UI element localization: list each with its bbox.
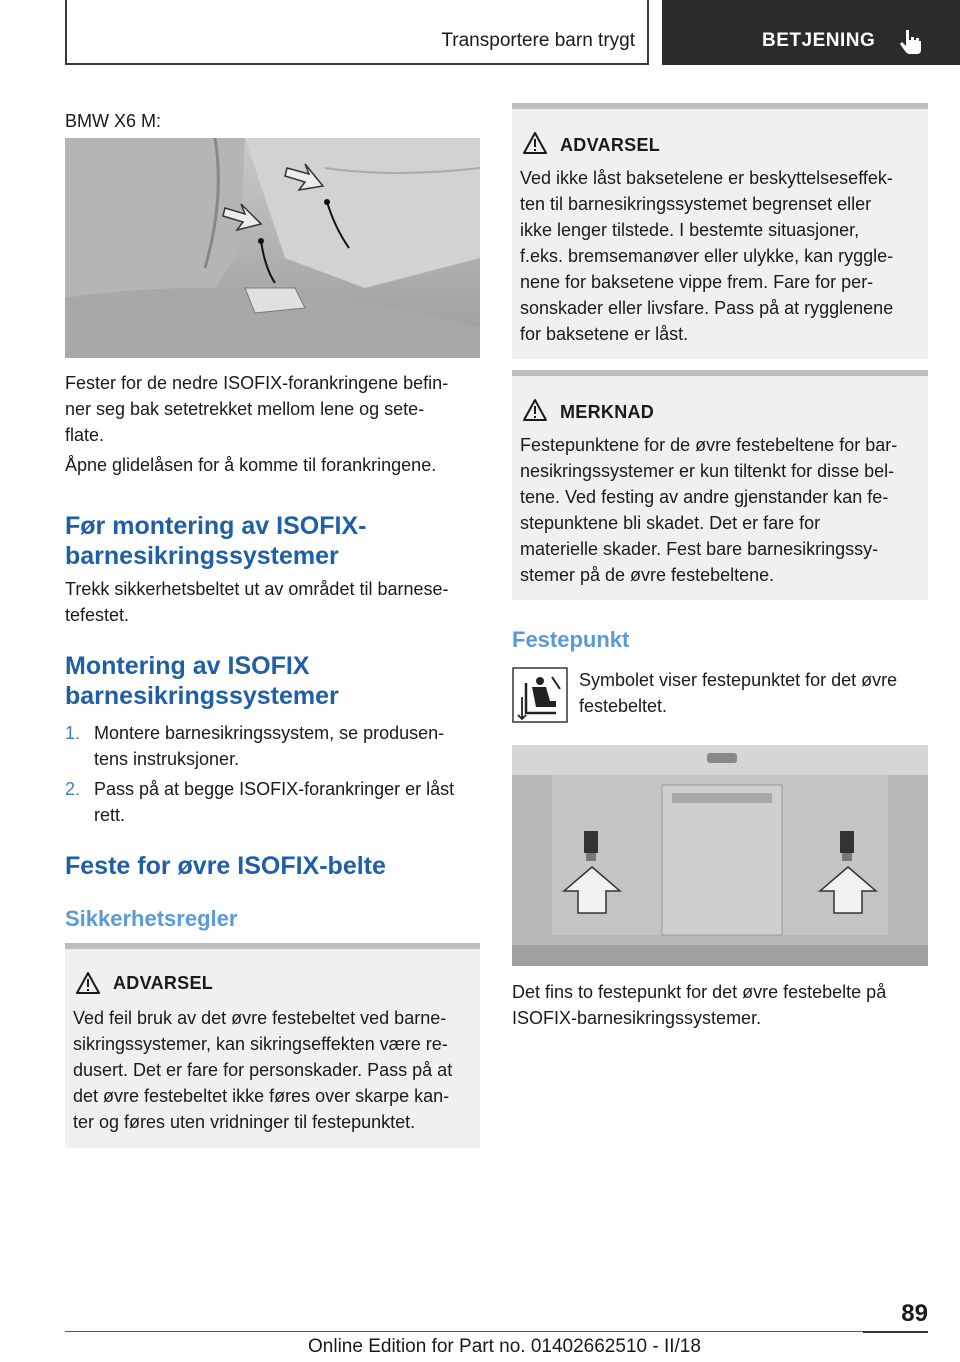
header-section-tab [65,0,649,65]
symbol-description [579,667,929,719]
heading-line: barnesikringssystemer [65,542,339,570]
model-caption: BMW X6 M: [65,111,162,131]
isofix-location-paragraph [65,370,480,448]
heading-anchor-point: Festepunkt [512,627,630,652]
seatbelt-paragraph [65,576,480,628]
text-line: ikke lenger tilstede. I bestemte situasjoner, [520,220,860,240]
text-line: flate. [65,425,105,445]
text-line: stepunktene bli skadet. Det er fare for [520,513,821,533]
text-line: Trekk sikkerhetsbeltet ut av området til barnese- [65,579,449,599]
text-line: nesikringssystemer er kun tiltenkt for disse bel- [520,461,895,481]
text-line: stemer på de øvre festebeltene. [520,565,775,585]
text-line: f.eks. bremsemanøver eller ulykke, kan ryggle- [520,246,894,266]
text-line: nene for baksetene vippe frem. Fare for per- [520,272,874,292]
heading-before-mounting [65,511,480,571]
isofix-anchor-symbol-icon [512,667,568,723]
heading-line: Montering av ISOFIX [65,652,310,680]
text-line: ten til barnesikringssystemet begrenset eller [520,194,872,214]
text-line: materielle skader. Fest bare barnesikringssy- [520,539,879,559]
heading-line: barnesikringssystemer [65,682,339,710]
note-box [512,370,928,600]
warning-triangle-icon [522,398,548,422]
text-line: Ved ikke låst baksetelene er beskyttelseseffek- [520,168,893,188]
text-line: tene. Ved festing av andre gjenstander kan fe- [520,487,889,507]
anchor-points-paragraph [512,979,928,1031]
text-line: ISOFIX-barnesikringssystemer. [512,1008,762,1028]
trunk-anchor-points-photo [512,745,928,966]
text-line: Det fins to festepunkt for det øvre festebelte på [512,982,887,1002]
text-line: det øvre festebeltet ikke føres over skarpe kan- [73,1086,450,1106]
header-chapter-tab [662,0,960,65]
text-line: Ved feil bruk av det øvre festebeltet ved barne- [73,1008,447,1028]
list-number: 1. [65,723,81,743]
heading-mounting [65,651,480,711]
list-text [94,776,484,828]
list-number: 2. [65,779,81,799]
text-line: tens instruksjoner. [94,749,240,769]
warning-title: ADVARSEL [560,135,661,155]
text-line: Pass på at begge ISOFIX-forankringer er låst [94,779,455,799]
heading-line: Før montering av ISOFIX- [65,512,367,540]
warning-triangle-icon [75,971,101,995]
page-number: 89 [901,1300,928,1327]
text-line: dusert. Det er fare for personskader. Pass på at [73,1060,453,1080]
text-line: tefestet. [65,605,130,625]
header-section-title: Transportere barn trygt [441,30,635,51]
rear-seat-isofix-photo [65,138,480,358]
text-line: Fester for de nedre ISOFIX-forankringene befin- [65,373,449,393]
zipper-paragraph: Åpne glidelåsen for å komme til forankringene. [65,455,437,475]
warning-triangle-icon [522,131,548,155]
text-line: Symbolet viser festepunktet for det øvre [579,670,898,690]
footer-rule-accent [863,1331,928,1333]
text-line: ter og føres uten vridninger til festepunktet. [73,1112,416,1132]
header-chapter-title: BETJENING [762,30,876,51]
heading-safety-rules: Sikkerhetsregler [65,906,238,931]
note-text [520,432,920,588]
pointing-hand-icon [896,26,926,56]
text-line: sikringssystemer, kan sikringseffekten være re- [73,1034,448,1054]
warning-title: ADVARSEL [113,973,214,993]
warning-box [65,943,480,1148]
footer-divider [65,1331,928,1332]
list-text [94,720,484,772]
text-line: for baksetene er låst. [520,324,689,344]
text-line: Montere barnesikringssystem, se produsen- [94,723,445,743]
text-line: festebeltet. [579,696,668,716]
text-line: ner seg bak setetrekket mellom lene og sete- [65,399,425,419]
warning-text [520,165,920,347]
heading-upper-isofix-belt: Feste for øvre ISOFIX-belte [65,852,386,880]
text-line: rett. [94,805,126,825]
list-item [65,776,480,828]
note-title: MERKNAD [560,402,655,422]
footer-edition: Online Edition for Part no. 01402662510 - II/18 [308,1336,701,1357]
list-item [65,720,480,772]
warning-box [512,103,928,359]
warning-text [73,1005,472,1135]
text-line: Festepunktene for de øvre festebeltene for bar- [520,435,898,455]
text-line: sonskader eller livsfare. Pass på at rygglenene [520,298,894,318]
